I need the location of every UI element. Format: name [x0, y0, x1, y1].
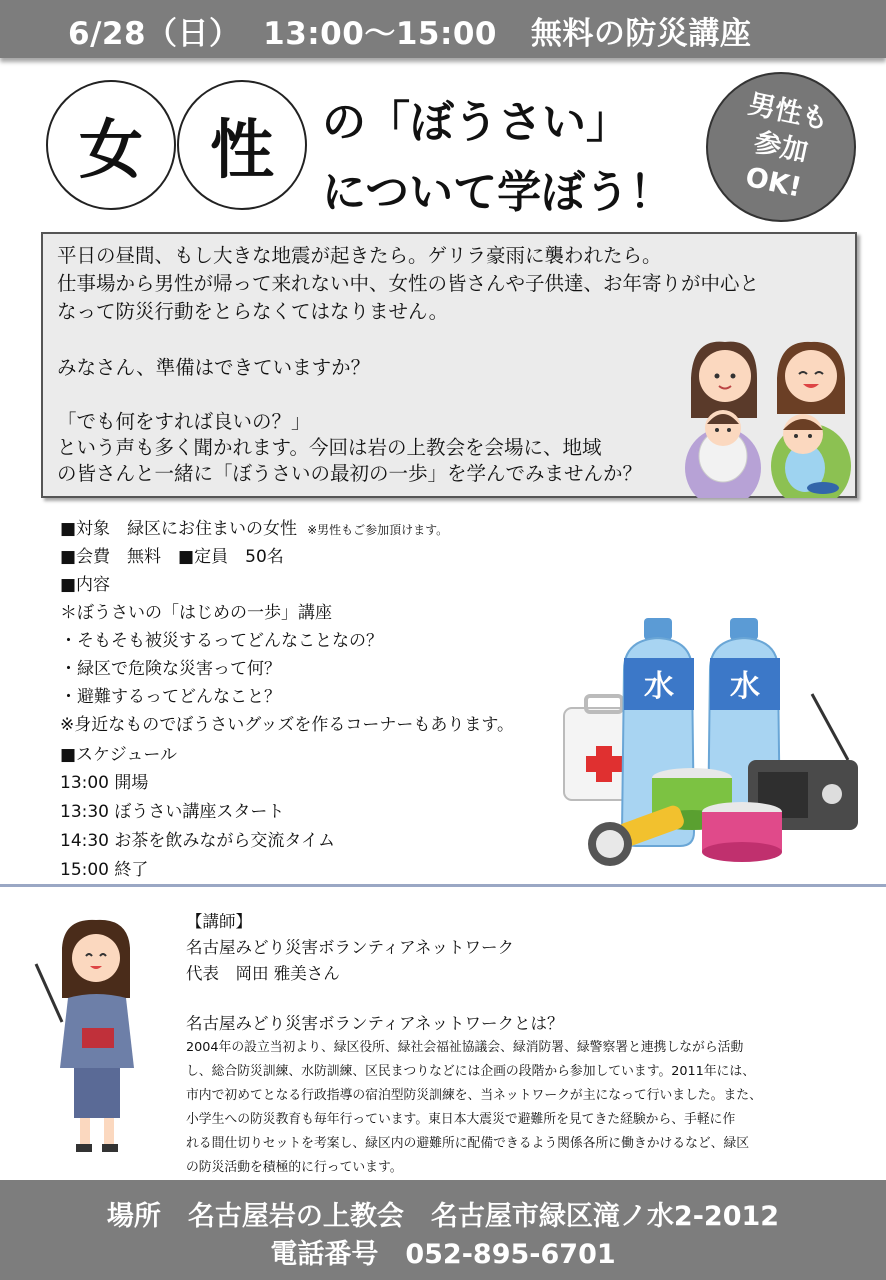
target-text: ■対象 緑区にお住まいの女性	[60, 519, 298, 539]
lecturer-heading: 【講師】	[186, 912, 252, 931]
badge-line-2: 参加	[751, 126, 811, 169]
fee-row: ■会費 無料 ■定員 50名	[60, 547, 284, 567]
lecturer-org: 名古屋みどり災害ボランティアネットワーク	[186, 938, 515, 957]
schedule-item: 13:00 開場	[60, 773, 149, 793]
title-char-2: 性	[210, 114, 274, 188]
schedule-heading: ■スケジュール	[60, 745, 178, 765]
event-label: 無料の防災講座	[530, 16, 752, 52]
intro-line: という声も多く聞かれます。今回は岩の上教会を会場に、地域	[57, 436, 602, 459]
intro-line: 仕事場から男性が帰って来れない中、女性の皆さんや子供達、お年寄りが中心と	[57, 272, 760, 295]
disaster-supplies-illustration	[562, 610, 862, 870]
lecturer-illustration	[34, 918, 144, 1158]
about-line: 小学生への防災教育も毎年行っています。東日本大震災で避難所を見てきた経験から、手軽に作	[186, 1112, 736, 1127]
family-illustration	[683, 338, 853, 498]
content-heading: ■内容	[60, 575, 111, 595]
intro-line: なって防災行動をとらなくてはなりません。	[57, 300, 449, 323]
about-heading: 名古屋みどり災害ボランティアネットワークとは？	[186, 1014, 564, 1033]
intro-line: みなさん、準備はできていますか？	[57, 356, 371, 379]
about-line: 市内で初めてとなる行政指導の宿泊型防災訓練を、当ネットワークが主になって行いました。また、	[186, 1088, 762, 1103]
intro-line: の皆さんと一緒に「ぼうさいの最初の一歩」を学んでみませんか？	[57, 462, 643, 485]
intro-line: 「でも何をすれば良いの？」	[57, 410, 311, 433]
water-label-1: 水	[644, 669, 674, 704]
badge-line-3: OK!	[742, 161, 805, 204]
lecturer-name: 代表 岡田 雅美さん	[186, 964, 340, 983]
schedule-item: 15:00 終了	[60, 860, 149, 880]
title-line-2: について学ぼう！	[322, 167, 674, 218]
title-circle-2	[177, 80, 307, 210]
content-item: ＊ぼうさいの「はじめの一歩」講座	[60, 603, 332, 623]
footer-banner	[0, 1180, 886, 1280]
phone-number: 電話番号 052-895-6701	[270, 1239, 616, 1270]
content-item: ※身近なものでぼうさいグッズを作るコーナーもあります。	[60, 715, 515, 735]
about-line: し、総合防災訓練、水防訓練、区民まつりなどには企画の段階から参加しています。2011年には、	[186, 1064, 756, 1079]
event-date: 6/28（日）	[68, 16, 241, 52]
water-label-2: 水	[730, 669, 760, 704]
badge-line-1: 男性も	[745, 88, 832, 136]
intro-box	[41, 232, 857, 498]
content-item: ・避難するってどんなこと？	[60, 687, 281, 707]
event-time: 13:00〜15:00	[263, 16, 497, 52]
about-line: れる間仕切りセットを考案し、緑区内の避難所に配備できるよう関係各所に働きかけるなど、緑区	[186, 1136, 750, 1151]
intro-line: 平日の昼間、もし大きな地震が起きたら。ゲリラ豪雨に襲われたら。	[57, 244, 662, 267]
title-char-1: 女	[79, 114, 143, 188]
title-circle-1	[46, 80, 176, 210]
content-item: ・そもそも被災するってどんなことなの？	[60, 631, 383, 651]
men-welcome-badge	[692, 58, 870, 236]
event-datetime	[68, 8, 751, 53]
schedule-item: 13:30 ぼうさい講座スタート	[60, 802, 285, 822]
target-note: ※男性もご参加頂けます。	[307, 523, 449, 537]
about-line: 2004年の設立当初より、緑区役所、緑社会福祉協議会、緑消防署、緑警察署と連携しながら活動	[186, 1040, 744, 1055]
venue-address: 場所 名古屋岩の上教会 名古屋市緑区滝ノ水2-2012	[106, 1201, 780, 1232]
schedule-item: 14:30 お茶を飲みながら交流タイム	[60, 831, 336, 851]
section-divider	[0, 884, 886, 887]
about-line: の防災活動を積極的に行っています。	[186, 1160, 403, 1175]
top-banner	[0, 0, 886, 58]
target-row	[60, 514, 448, 539]
title-line-1: の「ぼうさい」	[322, 97, 630, 148]
content-item: ・緑区で危険な災害って何？	[60, 659, 281, 679]
